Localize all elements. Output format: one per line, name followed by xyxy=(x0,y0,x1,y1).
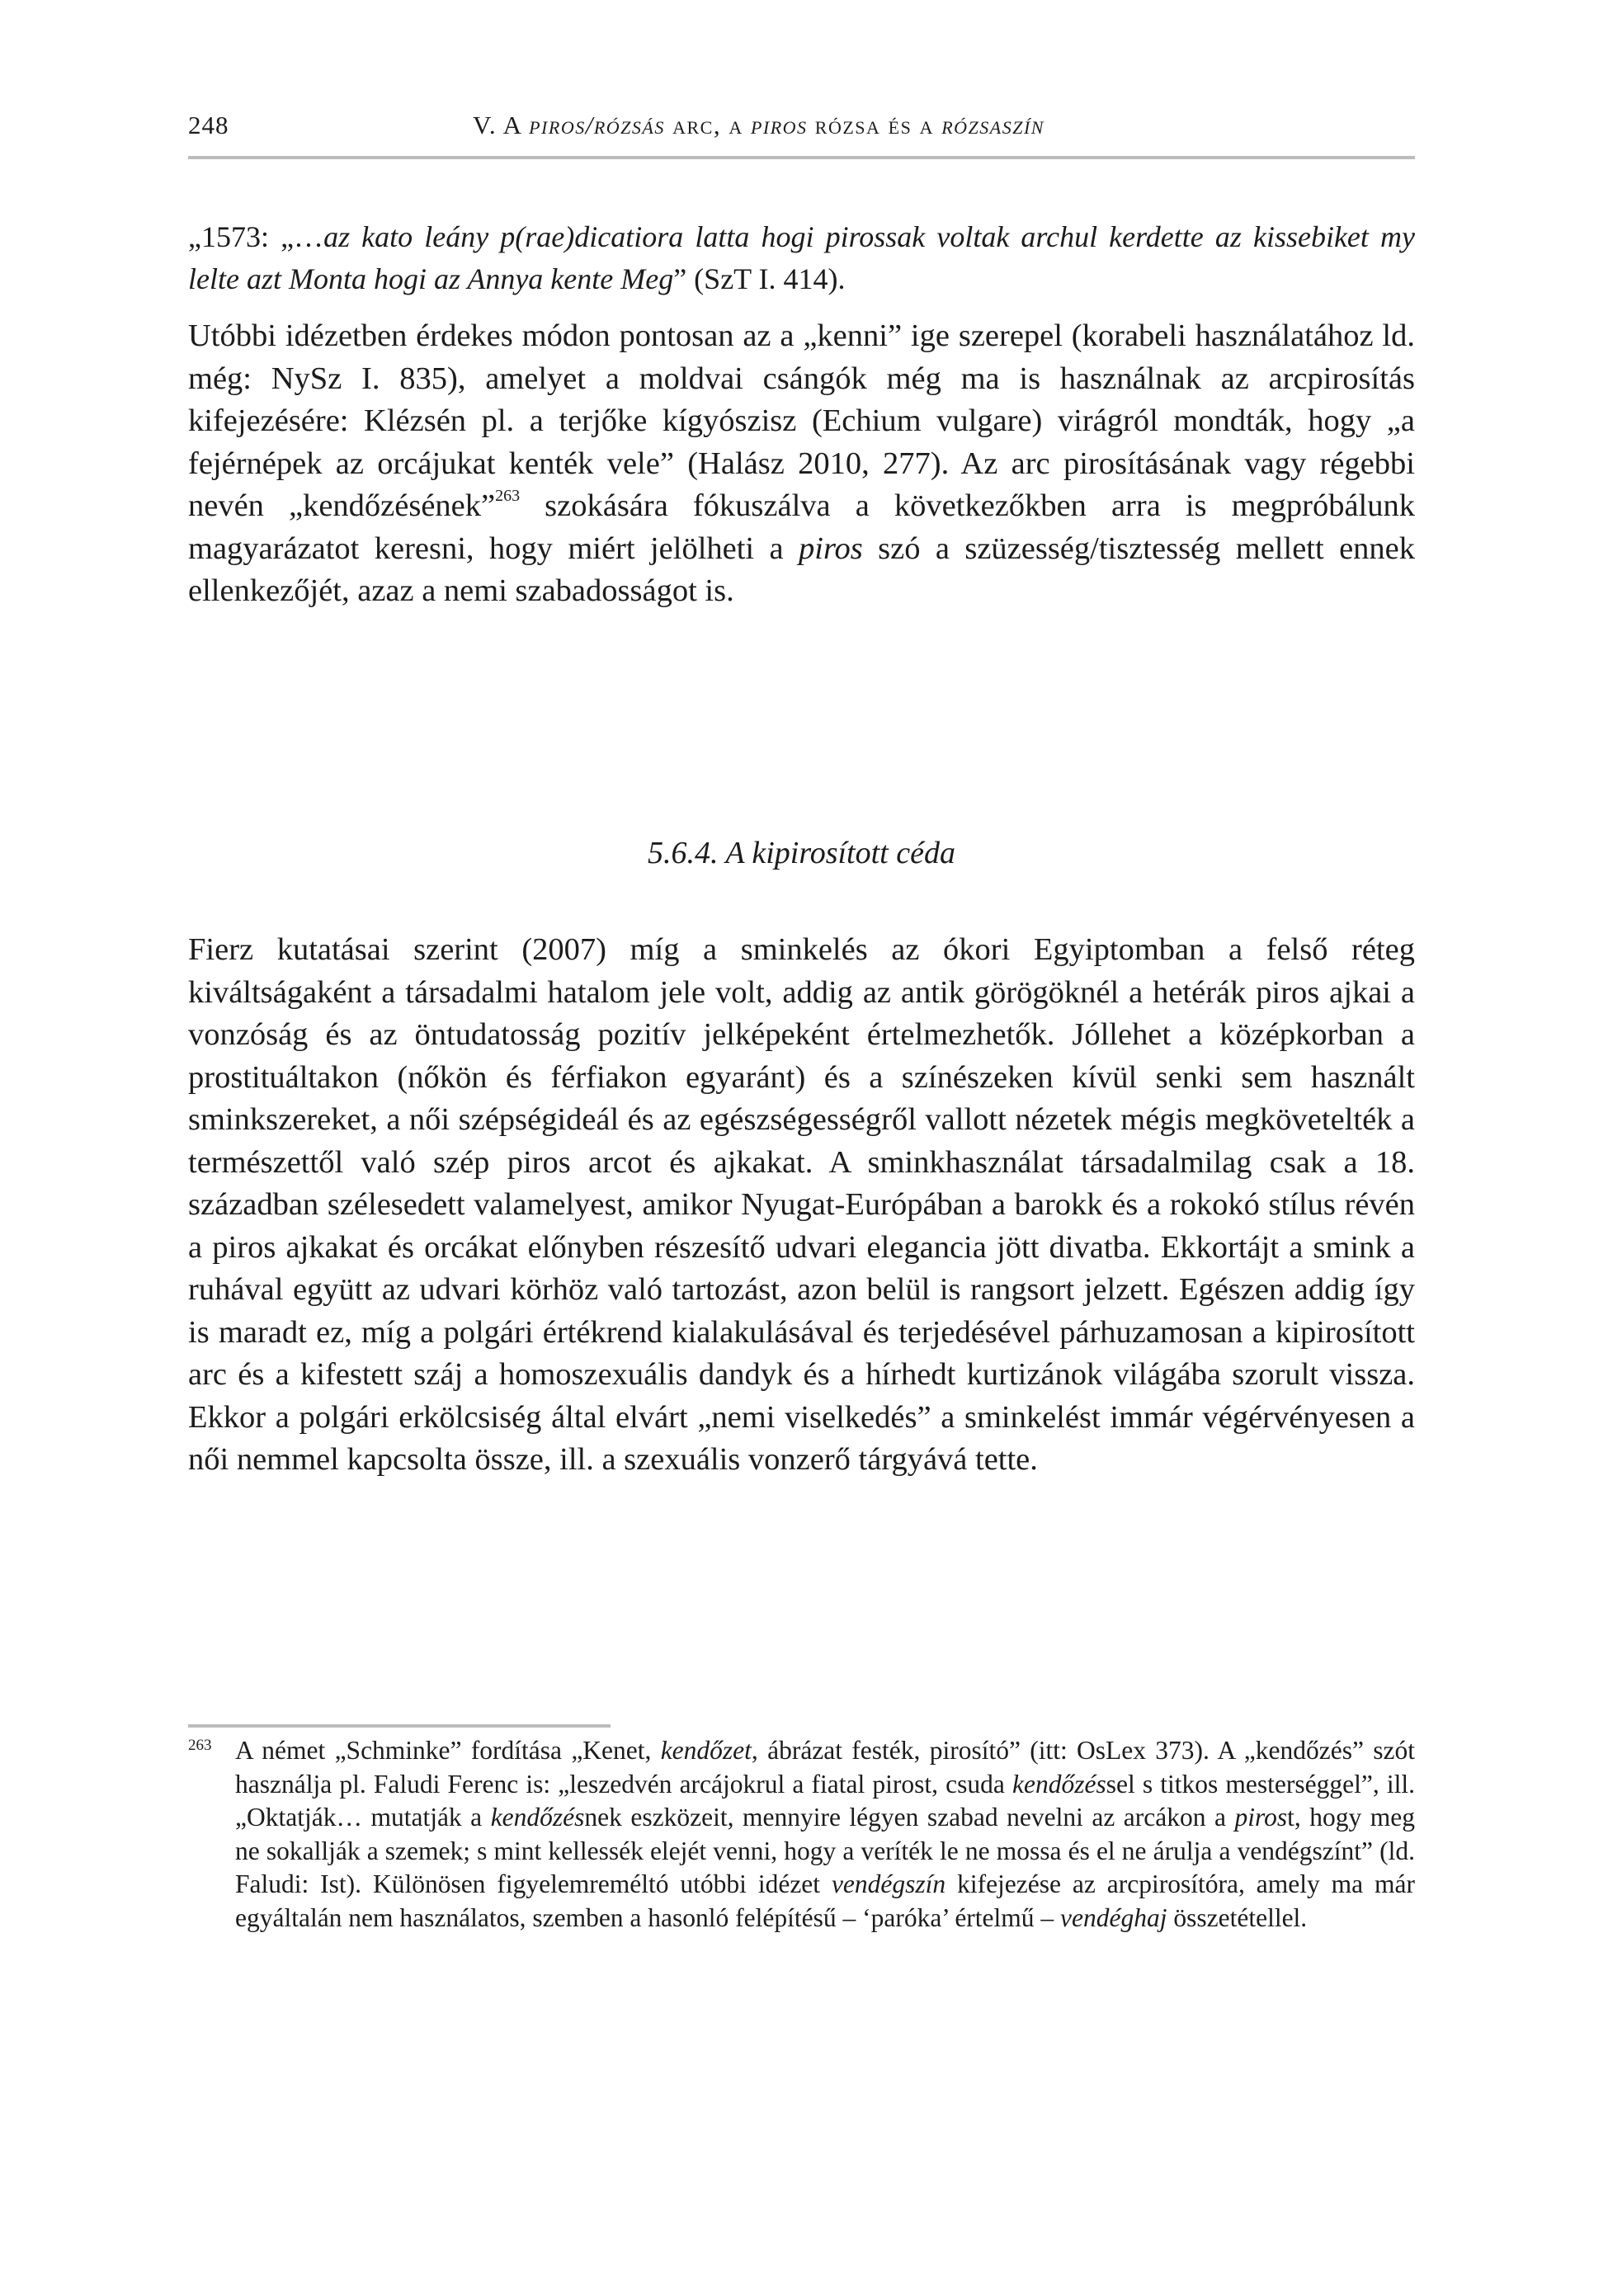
paragraph-2 xyxy=(188,929,1415,1482)
text-run: arc, a xyxy=(664,111,751,139)
footnote-ref: 263 xyxy=(495,487,521,505)
italic-run: piros xyxy=(750,111,808,139)
chapter-title xyxy=(473,111,1044,140)
italic-run: piros/rózsás xyxy=(529,111,665,139)
italic-run: piros xyxy=(799,530,863,566)
text-run: összetétellel. xyxy=(1167,1902,1308,1932)
paragraph-1 xyxy=(188,315,1415,613)
text-run: sel s titkos mesterséggel”, ill. „Oktatják… mutatják a xyxy=(235,1769,1416,1832)
footnote-text xyxy=(235,1734,1415,1935)
text-run: kifejezése az arcpirosítóra, amely ma már egyáltalán nem használatos, szemben a hasonló felépítésű – ‘paróka’ értelmű – xyxy=(235,1869,1415,1932)
footnote-rule xyxy=(188,1724,611,1728)
italic-run: vendégszín xyxy=(831,1869,946,1898)
block-quote xyxy=(188,216,1415,300)
text-run: szó a szüzesség/tisztesség mellett ennek ellenkezőjét, azaz a nemi szabadosságot is. xyxy=(188,530,1416,608)
footnote-marker: 263 xyxy=(188,1737,212,1754)
italic-run: az kato leány p(rae)dicatiora latta hogi pirossak voltak archul kerdette az kissebiket my lelte azt Monta hogi az Annya kente Meg xyxy=(188,220,1415,295)
running-head xyxy=(188,106,1415,147)
italic-run: kendőzés xyxy=(1012,1769,1106,1799)
italic-run: rózsaszín xyxy=(941,111,1044,139)
italic-run: piros xyxy=(1234,1803,1288,1832)
text-run: „1573: „… xyxy=(188,220,324,253)
text-run: A német „Schminke” fordítása „Kenet, xyxy=(235,1736,661,1765)
header-rule xyxy=(188,156,1415,159)
text-run: Fierz kutatásai szerint (2007) míg a sminkelés az ókori Egyiptomban a felső réteg kiváltságaként a társadalmi hatalom jele volt, addig az antik görögöknél a hetérák piros ajkai a vonzóság és az öntudatosság pozitív jelképeként értelmezhetők. Jóllehet a középkorban a prostituáltakon (nőkön és férfiakon egyaránt) és a színészeken kívül senki sem használt sminkszereket, a női szépségideál és az egészségességről vallott nézetek mégis megkövetelték a természettől való szép piros arcot és ajkakat. A sminkhasználat társadalmilag csak a 18. században szélesedett valamelyest, amikor Nyugat-Európában a barokk és a rokokó stílus révén a piros ajkakat és orcákat előnyben részesítő udvari elegancia jött divatba. Ekkortájt a smink a ruhával együtt az udvari körhöz való tartozást, azon belül is rangsort jelzett. Egészen addig így is maradt ez, míg a polgári értékrend kialakulásával és terjedésével párhuzamosan a kipirosított arc és a kifestett száj a homoszexuális dandyk és a hírhedt kurtizánok világába szorult vissza. Ekkor a polgári erkölcsiség által elvárt „nemi viselkedés” a sminkelést immár végérvényesen a női nemmel kapcsolta össze, ill. a szexuális vonzerő tárgyává tette. xyxy=(188,932,1415,1477)
italic-run: kendőzés xyxy=(490,1803,585,1832)
footnote-263 xyxy=(188,1734,1415,1935)
italic-run: kendőzet xyxy=(660,1736,752,1765)
text-run: V. A xyxy=(473,111,530,139)
text-run: rózsa és a xyxy=(807,111,942,139)
text-run: Utóbbi idézetben érdekes módon pontosan az a „kenni” ige szerepel (korabeli használatához ld. még: NySz I. 835), amelyet a moldvai csángók még ma is használnak az arcpirosítás kifejezésére: Klézsén pl. a terjőke kígyószisz (Echium vulgare) virágról mondták, hogy „a fejérnépek az orcájukat kenték vele” (Halász 2010, 277). Az arc pirosításának vagy régebbi nevén „kendőzésének” xyxy=(188,318,1415,523)
page-number: 248 xyxy=(188,111,229,139)
text-run: nek eszközeit, mennyire légyen szabad nevelni az arcákon a xyxy=(584,1803,1235,1832)
text-run: t, hogy meg ne sokallják a szemek; s mint kellessék elejét venni, hogy a veríték le ne mossa és el ne árulja a vendégszínt” (ld. Faludi: Ist). Különösen figyelemreméltó utóbbi idézet xyxy=(235,1803,1415,1898)
text-run: , ábrázat festék, pirosító” (itt: OsLex 373). A „kendőzés” szót használja pl. Faludi Ferenc is: „leszedvén arcájokrul a fiatal pirost, csuda xyxy=(235,1736,1415,1799)
text-run: ” (SzT I. 414). xyxy=(673,262,846,295)
text-run: szokására fókuszálva a következőkben arra is megpróbálunk magyarázatot keresni, hogy miért jelölheti a xyxy=(188,488,1415,566)
italic-run: vendéghaj xyxy=(1060,1902,1167,1932)
section-heading: 5.6.4. A kipirosított céda xyxy=(648,836,955,870)
